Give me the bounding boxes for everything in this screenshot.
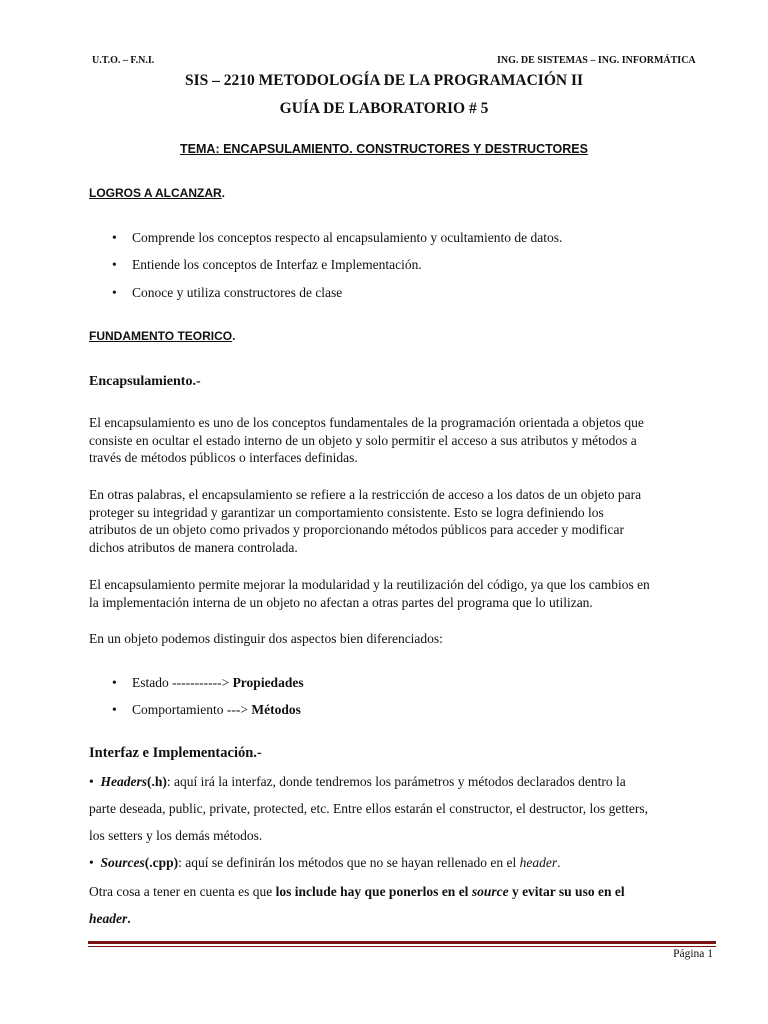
headers-line: los setters y los demás métodos. [89,828,263,843]
bullet-icon: • [112,230,117,245]
paragraph-line: El encapsulamiento permite mejorar la modularidad y la reutilización del código, ya que los cambios en [89,577,650,592]
paragraph-line: En un objeto podemos distinguir dos aspectos bien diferenciados: [89,631,443,646]
fundamento-heading-suffix: . [232,329,236,343]
page-number: Página 1 [673,948,713,960]
paragraph-line: dichos atributos de manera controlada. [89,539,298,555]
course-title: SIS – 2210 METODOLOGÍA DE LA PROGRAMACIÓN II [184,72,584,89]
headers-text: : aquí irá la interfaz, donde tendremos los parámetros y métodos declarados dentro la [166,774,626,789]
note-source-term: source [471,884,509,899]
fundamento-heading-text: FUNDAMENTO TEORICO [89,329,233,343]
topic-title: TEMA: ENCAPSULAMIENTO. CONSTRUCTORES Y DESTRUCTORES [180,142,588,156]
logros-item-text: Comprende los conceptos respecto al encapsulamiento y ocultamiento de datos. [132,230,563,245]
headers-item [89,774,626,790]
bullet-icon: • [89,855,94,870]
bullet-icon: • [89,774,94,789]
interfaz-heading: Interfaz e Implementación.- [89,745,262,761]
headers-term: Headers [100,774,147,789]
footer-rule [88,946,716,947]
note-bold: y evitar su uso en el [508,884,625,899]
note-bold: los include hay que ponerlos en el [275,884,472,899]
headers-ext: (.h) [146,774,167,789]
bullet-icon: • [112,702,117,717]
logros-heading-suffix: . [221,186,225,200]
logros-item-text: Entiende los conceptos de Interfaz e Implementación. [132,257,422,272]
guide-title: GUÍA DE LABORATORIO # 5 [279,100,489,117]
aspect-value: Propiedades [232,675,304,690]
sources-ext: (.cpp) [144,855,179,870]
bullet-icon: • [112,257,117,272]
encapsulamiento-heading: Encapsulamiento.- [89,374,201,389]
aspect-label: Estado -----------> [132,675,230,690]
bullet-icon: • [112,285,117,300]
logros-item [112,285,342,301]
logros-item [112,257,422,273]
fundamento-heading [89,329,235,343]
paragraph-3 [89,576,714,611]
aspect-item [112,675,304,691]
aspect-value: Métodos [251,702,301,717]
logros-item-text: Conoce y utiliza constructores de clase [132,285,343,300]
logros-heading [89,186,225,200]
logros-heading-text: LOGROS A ALCANZAR [89,186,222,200]
header-institution: U.T.O. – F.N.I. [92,55,155,66]
bullet-icon: • [112,675,117,690]
paragraph-line: En otras palabras, el encapsulamiento se refiere a la restricción de acceso a los datos de un objeto para [89,487,642,502]
sources-header-term: header [519,855,558,870]
paragraph-line: través de métodos públicos o interfaces definidas. [89,450,358,465]
paragraph-line: proteger su integridad y garantizar un comportamiento consistente. Esto se logra definiendo los [89,504,604,520]
logros-item [112,230,562,246]
paragraph-4 [89,630,714,648]
paragraph-2 [89,486,714,556]
header-department: ING. DE SISTEMAS – ING. INFORMÁTICA [497,55,696,66]
aspect-label: Comportamiento ---> [132,702,248,717]
paragraph-line: atributos de un objeto como privados y proporcionando métodos públicos para acceder y modificar [89,522,624,537]
note-line [89,884,625,900]
footer-rule [88,941,716,944]
aspect-item [112,702,301,718]
sources-text: : aquí se definirán los métodos que no se hayan rellenado en el [178,855,520,870]
paragraph-line: la implementación interna de un objeto no afectan a otras partes del programa que lo utilizan. [89,594,593,610]
sources-term: Sources [100,855,145,870]
paragraph-1 [89,414,714,467]
note-line-end [89,911,131,927]
note-end: . [127,911,131,926]
sources-item [89,855,561,871]
headers-line: parte deseada, public, private, protected, etc. Entre ellos estarán el constructor, el destructor, los getters, [89,801,648,816]
note-header-term: header [89,911,128,926]
paragraph-line: El encapsulamiento es uno de los conceptos fundamentales de la programación orientada a objetos que [89,415,644,430]
sources-end: . [557,855,561,870]
paragraph-line: consiste en ocultar el estado interno de un objeto y solo permitir el acceso a sus atributos y métodos a [89,432,637,448]
note-plain: Otra cosa a tener en cuenta es que [89,884,276,899]
